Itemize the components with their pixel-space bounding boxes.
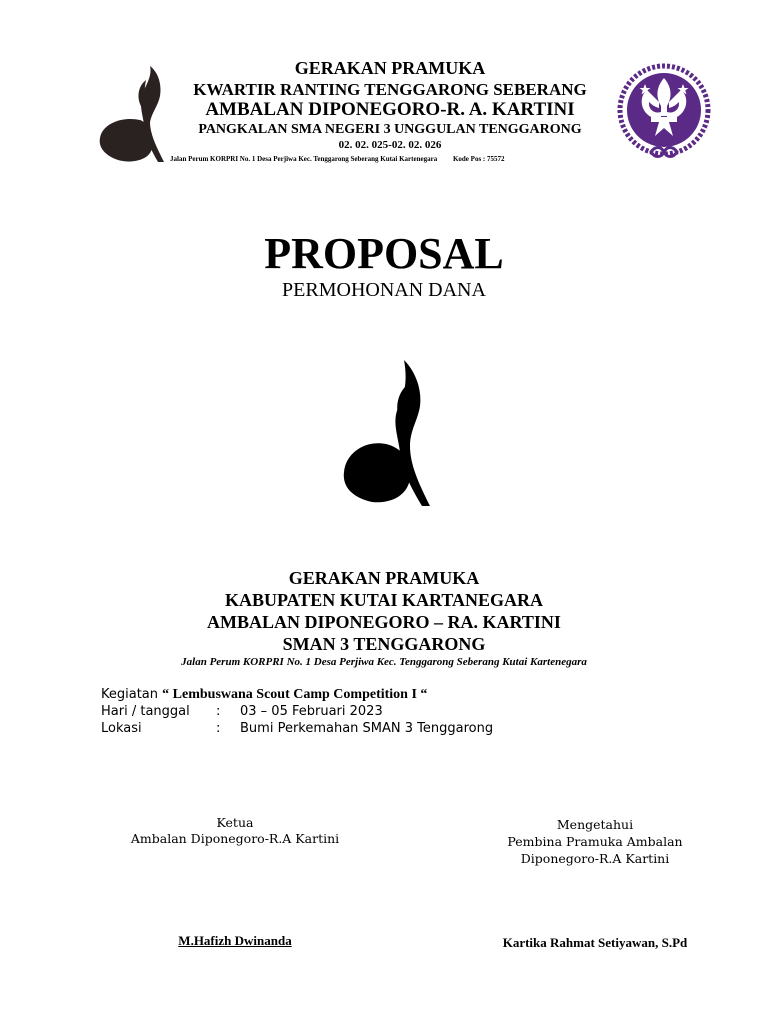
letterhead-postcode: Kode Pos : 75572 (452, 155, 505, 163)
signature-left-role: Ketua (216, 815, 254, 830)
org-line-2: KABUPATEN KUTAI KARTANEGARA (224, 590, 544, 610)
activity-location-row (101, 721, 493, 736)
org-address: Jalan Perum KORPRI No. 1 Desa Perjiwa Kec. Tenggarong Seberang Kutai Kartenegara (181, 656, 587, 668)
date-label: Hari / tanggal (101, 704, 190, 719)
activity-date-row (101, 704, 383, 719)
signature-left-name: M.Hafizh Dwinanda (178, 933, 292, 948)
location-colon: : (216, 721, 221, 736)
kegiatan-label: Kegiatan (101, 687, 159, 702)
org-line-3: AMBALAN DIPONEGORO – RA. KARTINI (207, 612, 561, 632)
signature-right-name: Kartika Rahmat Setiyawan, S.Pd (502, 935, 688, 950)
world-scout-emblem-icon (615, 62, 713, 164)
org-line-1: GERAKAN PRAMUKA (288, 568, 480, 588)
letterhead-address: Jalan Perum KORPRI No. 1 Desa Perjiwa Kec. Tenggarong Seberang Kutai Kartenegara (170, 155, 438, 163)
tunas-kelapa-icon (340, 356, 432, 508)
signature-right-unit: Diponegoro-R.A Kartini (520, 851, 670, 866)
signature-left-unit: Ambalan Diponegoro-R.A Kartini (130, 831, 340, 846)
letterhead-line-2: KWARTIR RANTING TENGGARONG SEBERANG (193, 80, 587, 99)
letterhead-line-5: 02. 02. 025-02. 02. 026 (338, 139, 442, 151)
location-value: Bumi Perkemahan SMAN 3 Tenggarong (240, 721, 494, 736)
letterhead-line-4: PANGKALAN SMA NEGERI 3 UNGGULAN TENGGARONG (198, 122, 582, 137)
location-label: Lokasi (101, 721, 142, 736)
date-value: 03 – 05 Februari 2023 (240, 704, 383, 719)
page-title: PROPOSAL (264, 229, 504, 278)
kegiatan-value: “ Lembuswana Scout Camp Competition I “ (162, 687, 428, 702)
tunas-kelapa-icon (92, 64, 168, 164)
activity-kegiatan-row (101, 687, 427, 703)
letterhead-address-row (170, 155, 610, 163)
signature-right-role: Pembina Pramuka Ambalan (507, 834, 683, 849)
letterhead-line-3: AMBALAN DIPONEGORO-R. A. KARTINI (205, 99, 575, 120)
date-colon: : (216, 704, 221, 719)
org-line-4: SMAN 3 TENGGARONG (282, 634, 486, 654)
page-subtitle: PERMOHONAN DANA (282, 279, 486, 301)
letterhead-line-1: GERAKAN PRAMUKA (294, 58, 486, 78)
signature-right-heading: Mengetahui (556, 817, 634, 832)
